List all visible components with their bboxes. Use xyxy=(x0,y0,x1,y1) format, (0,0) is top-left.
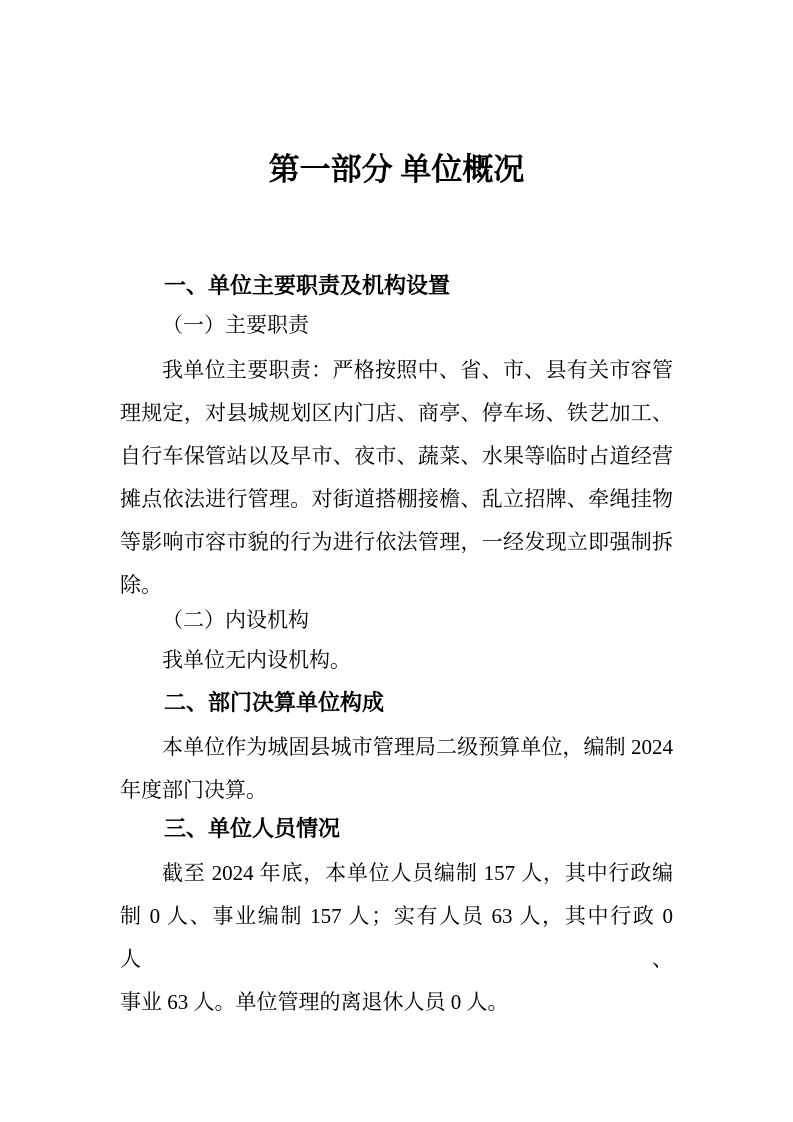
paragraph-line: 本单位作为城固县城市管理局二级预算单位，编制 2024 xyxy=(162,735,673,759)
paragraph-line: 制 0 人、事业编制 157 人；实有人员 63 人，其中行政 0 人、 xyxy=(120,904,673,971)
paragraph-line: 理规定，对县城规划区内门店、商亭、停车场、铁艺加工、 xyxy=(120,401,673,425)
paragraph-line: 我单位无内设机构。 xyxy=(162,648,351,672)
paragraph-personnel xyxy=(120,852,673,1024)
paragraph-main-duties xyxy=(120,349,673,607)
paragraph-line: 自行车保管站以及早市、夜市、蔬菜、水果等临时占道经营 xyxy=(120,444,673,468)
paragraph-line: 除。 xyxy=(120,573,162,597)
paragraph-internal-org xyxy=(120,639,673,682)
subsection-heading-internal-org: （二）内设机构 xyxy=(162,608,309,632)
page-title: 第一部分 单位概况 xyxy=(268,152,525,187)
paragraph-line: 截至 2024 年底，本单位人员编制 157 人，其中行政编 xyxy=(162,861,673,885)
section-heading-budget-units: 二、部门决算单位构成 xyxy=(164,690,385,715)
section-heading-duties: 一、单位主要职责及机构设置 xyxy=(164,273,451,298)
paragraph-line: 摊点依法进行管理。对街道搭棚接檐、乱立招牌、牵绳挂物 xyxy=(120,487,673,511)
subsection-heading-main-duties: （一）主要职责 xyxy=(162,313,309,337)
paragraph-line: 等影响市容市貌的行为进行依法管理，一经发现立即强制拆 xyxy=(120,530,673,554)
paragraph-budget-units xyxy=(120,726,673,812)
paragraph-line: 我单位主要职责：严格按照中、省、市、县有关市容管 xyxy=(162,358,673,382)
paragraph-line: 事业 63 人。单位管理的离退休人员 0 人。 xyxy=(120,990,509,1014)
section-heading-personnel: 三、单位人员情况 xyxy=(164,816,341,841)
paragraph-line: 年度部门决算。 xyxy=(120,778,267,802)
